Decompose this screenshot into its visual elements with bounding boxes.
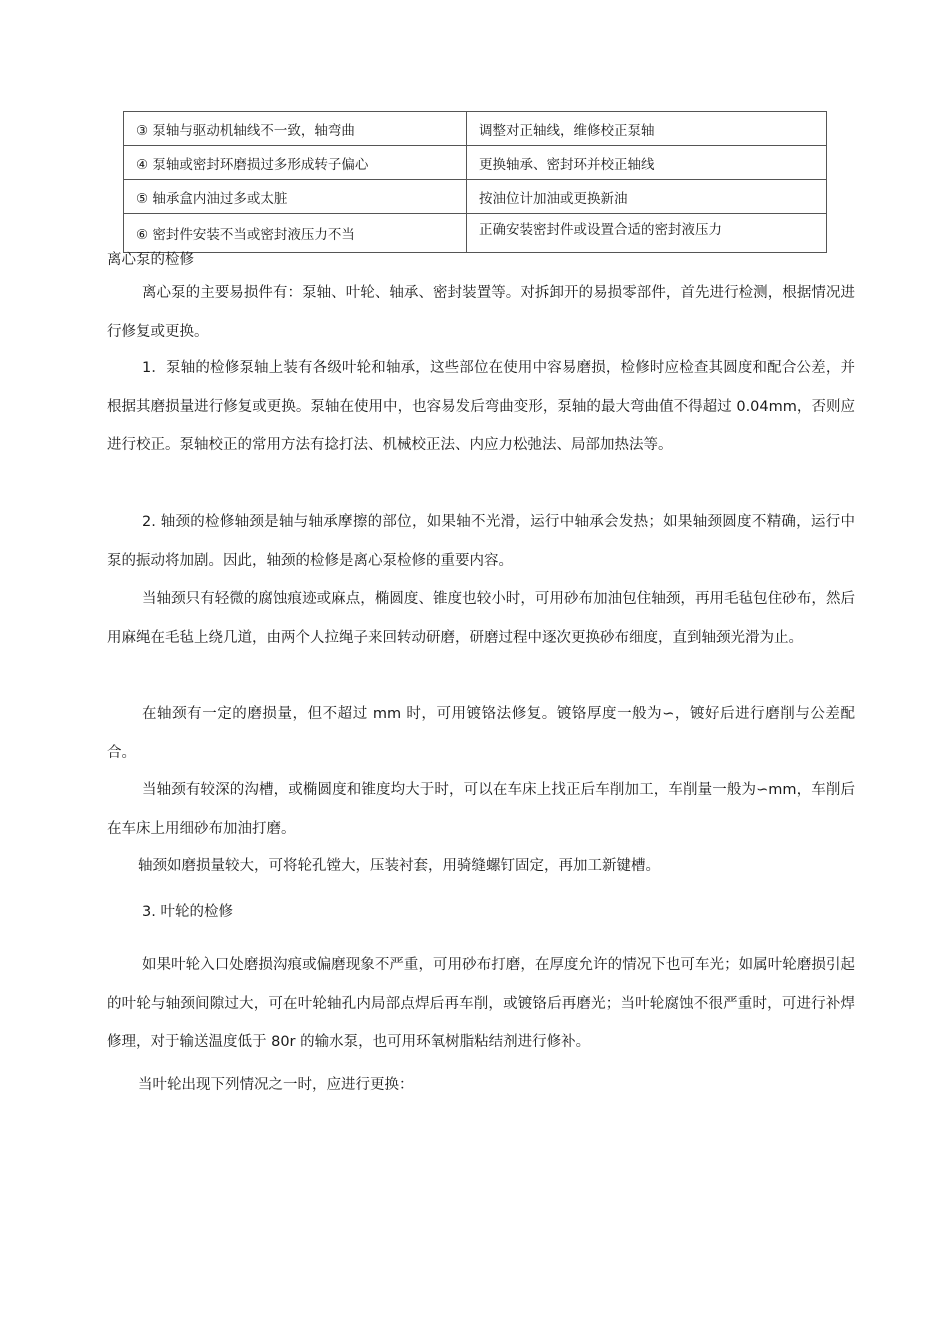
table-row [124, 112, 827, 146]
shaft-repair-paragraph: 1．泵轴的检修泵轴上装有各级叶轮和轴承，这些部位在使用中容易磨损，检修时应检查其圆度和配合公差，并根据其磨损量进行修复或更换。泵轴在使用中，也容易发后弯曲变形，泵轴的最大弯曲值不得超过 0.04mm，否则应进行校正。泵轴校正的常用方法有捻打法、机械校正法、内应力松弛法、局部加热法等。 [107, 360, 855, 453]
impeller-replace-paragraph: 当叶轮出现下列情况之一时，应进行更换： [138, 1077, 414, 1093]
section-title: 离心泵的检修 [107, 252, 194, 268]
impeller-repair-paragraph: 如果叶轮入口处磨损沟痕或偏磨现象不严重，可用砂布打磨，在厚度允许的情况下也可车光；如属叶轮磨损引起的叶轮与轴颈间隙过大，可在叶轮轴孔内局部点焊后再车削，或镀铬后再磨光；当叶轮腐蚀不很严重时，可进行补焊修理，对于输送温度低于 80r 的输水泵，也可用环氧树脂粘结剂进行修补。 [107, 957, 855, 1050]
journal-lathe-paragraph: 当轴颈有较深的沟槽，或椭圆度和锥度均大于时，可以在车床上找正后车削加工，车削量一般为∽mm，车削后在车床上用细砂布加油打磨。 [107, 782, 855, 837]
fault-remedy-table [123, 111, 827, 253]
fault-cause-cell: ⑤ 轴承盒内油过多或太脏 [124, 180, 467, 214]
fault-remedy-cell: 调整对正轴线，维修校正泵轴 [467, 112, 827, 146]
impeller-section-title: 3. 叶轮的检修 [142, 904, 233, 920]
table-row [124, 146, 827, 180]
fault-cause-cell: ④ 泵轴或密封环磨损过多形成转子偏心 [124, 146, 467, 180]
table-row [124, 214, 827, 253]
journal-light-wear-paragraph: 当轴颈只有轻微的腐蚀痕迹或麻点，椭圆度、锥度也较小时，可用砂布加油包住轴颈，再用毛毡包住砂布，然后用麻绳在毛毡上绕几道，由两个人拉绳子来回转动研磨，研磨过程中逐次更换砂布细度，直到轴颈光滑为止。 [107, 591, 855, 646]
fault-remedy-cell: 按油位计加油或更换新油 [467, 180, 827, 214]
fault-remedy-cell: 更换轴承、密封环并校正轴线 [467, 146, 827, 180]
journal-sleeve-paragraph: 轴颈如磨损量较大，可将轮孔镗大，压装衬套，用骑缝螺钉固定，再加工新键槽。 [138, 858, 660, 874]
fault-remedy-cell: 正确安装密封件或设置合适的密封液压力 [467, 214, 827, 253]
fault-cause-cell: ③ 泵轴与驱动机轴线不一致，轴弯曲 [124, 112, 467, 146]
intro-paragraph: 离心泵的主要易损件有：泵轴、叶轮、轴承、密封装置等。对拆卸开的易损零部件，首先进行检测，根据情况进行修复或更换。 [107, 285, 855, 340]
journal-chrome-plating-paragraph: 在轴颈有一定的磨损量，但不超过 mm 时，可用镀铬法修复。镀铬厚度一般为∽，镀好后进行磨削与公差配合。 [107, 706, 855, 761]
journal-repair-paragraph: 2. 轴颈的检修轴颈是轴与轴承摩擦的部位，如果轴不光滑，运行中轴承会发热；如果轴颈圆度不精确，运行中泵的振动将加剧。因此，轴颈的检修是离心泵检修的重要内容。 [107, 514, 855, 569]
fault-cause-cell: ⑥ 密封件安装不当或密封液压力不当 [124, 214, 467, 253]
table-row [124, 180, 827, 214]
